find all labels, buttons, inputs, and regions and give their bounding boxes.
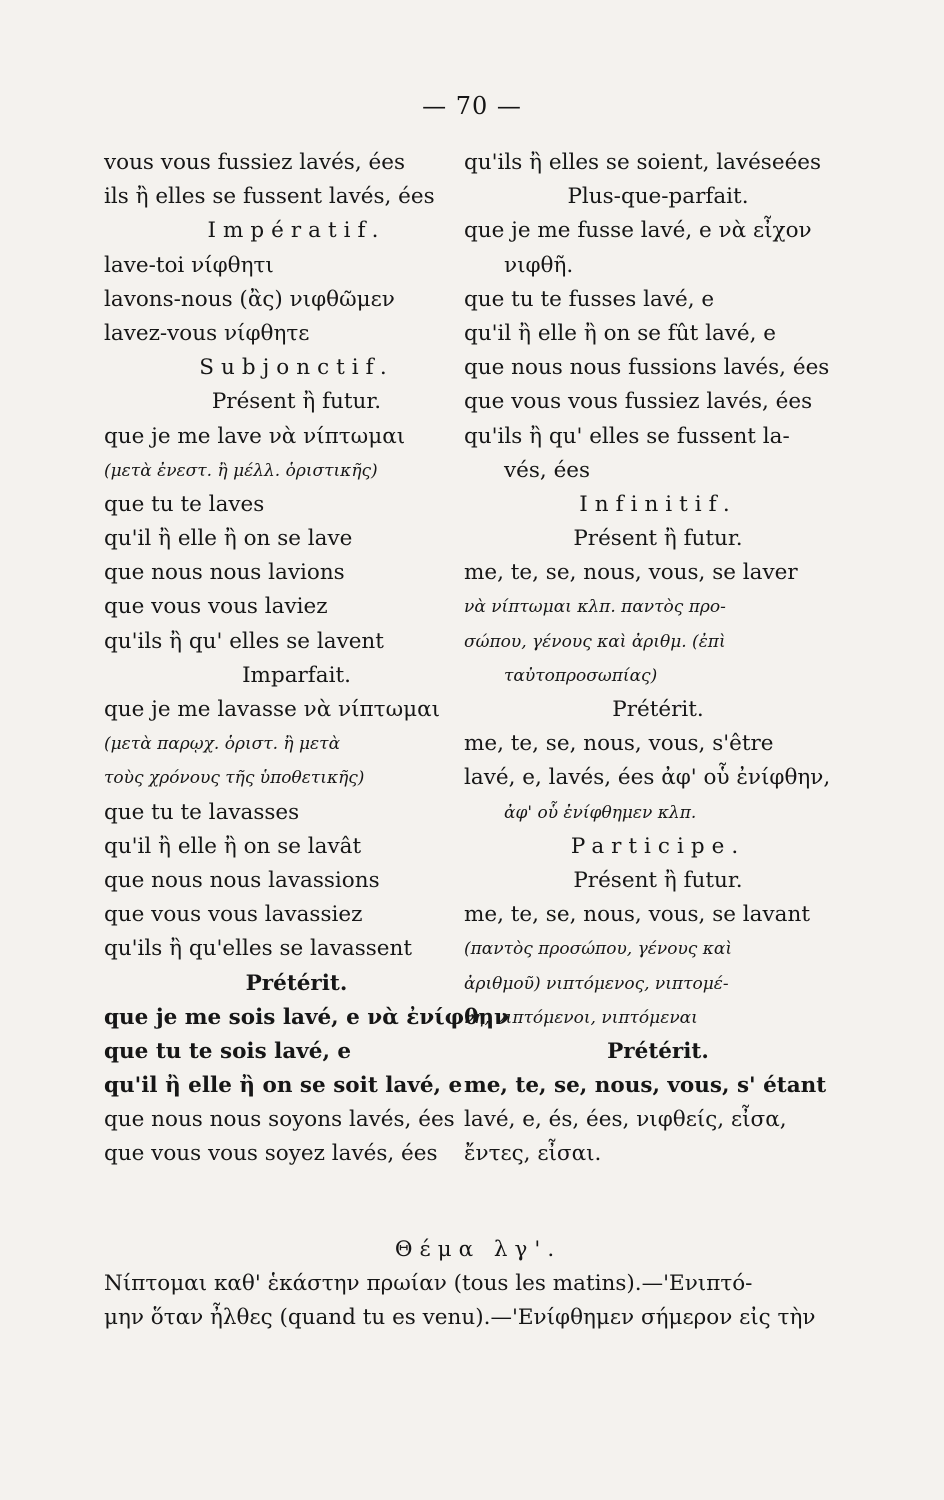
right-column-line: Plus-que-parfait. (567, 184, 749, 210)
right-column-line: vés, ées (504, 457, 591, 483)
left-column-line: que vous vous soyez lavés, ées (104, 1141, 438, 1167)
right-column-line: ἔντες, εἶσαι. (464, 1141, 602, 1167)
theme-heading: Θέμα λγ'. (394, 1237, 562, 1262)
left-column-line: lavez-vous νίφθητε (104, 320, 310, 346)
right-column-line: que je me fusse lavé, e νὰ εἶχον (464, 218, 812, 244)
left-column-line: qu'il ἢ elle ἢ on se lavât (104, 833, 362, 859)
right-column-line: ἀριθμοῦ) νιπτόμενος, νιπτομέ- (464, 973, 729, 994)
left-column-line: Imparfait. (242, 662, 351, 688)
right-column-line: Prétérit. (607, 1038, 709, 1064)
left-column-line: que nous nous soyons lavés, ées (104, 1107, 455, 1133)
left-column-line: qu'ils ἢ qu' elles se lavent (104, 628, 384, 654)
right-column-line: qu'ils ἢ qu' elles se fussent la- (464, 423, 790, 449)
right-column-line: que nous nous fussions lavés, ées (464, 355, 830, 381)
exercise-line-2: μην ὅταν ἦλθες (quand tu es venu).—'Ενίφθημεν σήμερον εἰς τὴν (104, 1305, 816, 1331)
right-column-line: Participe. (570, 833, 746, 859)
right-column-line: νὰ νίπτωμαι κλπ. παντὸς προ- (464, 597, 726, 618)
left-column-line: Présent ἢ futur. (211, 389, 382, 415)
exercise-line-1: Νίπτομαι καθ' ἑκάστην πρωίαν (tous les matins).—'Ενιπτό- (104, 1271, 753, 1297)
right-column-line: νιφθῆ. (504, 252, 574, 278)
right-column-line: que vous vous fussiez lavés, ées (464, 389, 813, 415)
right-column-line: qu'il ἢ elle ἢ on se fût lavé, e (464, 320, 777, 346)
exercise-section (104, 1233, 852, 1336)
right-column-line: me, te, se, nous, vous, s'être (464, 731, 774, 757)
right-column-line: νη, νιπτόμενοι, νιπτόμεναι (464, 1007, 698, 1028)
right-column-line: me, te, se, nous, vous, se laver (464, 560, 798, 586)
left-column-line: lavons-nous (ἂς) νιφθῶμεν (104, 286, 395, 312)
left-column-line: Subjonctif. (199, 355, 394, 381)
left-column-line: (μετὰ παρῳχ. ὁριστ. ἢ μετὰ (104, 734, 341, 755)
right-column-line: Infinitif. (579, 491, 737, 517)
right-column-line: Présent ἢ futur. (573, 526, 743, 552)
right-column-line: lavé, e, és, ées, νιφθείς, εἶσα, (464, 1107, 787, 1133)
left-column-line: vous vous fussiez lavés, ées (104, 150, 405, 175)
left-column-line: que je me lave νὰ νίπτωμαι (104, 423, 406, 449)
right-column-line: me, te, se, nous, vous, s' étant (464, 1073, 827, 1099)
right-column-line: σώπου, γένους καὶ ἀριθμ. (ἐπὶ (464, 631, 726, 652)
left-column-line: que nous nous lavions (104, 560, 345, 586)
left-column-line: (μετὰ ἐνεστ. ἢ μέλλ. ὁριστικῆς) (104, 460, 378, 481)
left-column-line: que tu te lavasses (104, 799, 300, 825)
right-column-line: ταὐτοπροσωπίας) (504, 665, 658, 686)
left-column-line: que je me lavasse νὰ νίπτωμαι (104, 697, 441, 722)
left-column-line: que vous vous laviez (104, 594, 328, 620)
left-column-line: que je me sois lavé, e νὰ ἐνίφθην (104, 1004, 509, 1030)
left-column-line: lave-toi νίφθητι (104, 252, 274, 278)
left-column-line: ils ἢ elles se fussent lavés, ées (104, 184, 435, 210)
left-column-line: que tu te laves (104, 491, 265, 517)
right-column (464, 146, 852, 1172)
right-column-line: qu'ils ἢ elles se soient, lavéseées (464, 150, 822, 175)
left-column-line: que nous nous lavassions (104, 867, 380, 893)
left-column (104, 146, 509, 1172)
right-column-line: (παντὸς προσώπου, γένους καὶ (464, 939, 733, 960)
left-column-line: qu'il ἢ elle ἢ on se soit lavé, e (104, 1073, 463, 1099)
right-column-line: ἀφ' οὗ ἐνίφθημεν κλπ. (504, 802, 697, 823)
left-column-line: qu'ils ἢ qu'elles se lavassent (104, 936, 412, 962)
left-column-line: Impératif. (207, 218, 386, 244)
right-column-line: me, te, se, nous, vous, se lavant (464, 902, 810, 928)
left-column-line: que vous vous lavassiez (104, 902, 363, 928)
right-column-line: lavé, e, lavés, ées ἀφ' οὗ ἐνίφθην, (464, 765, 831, 791)
left-column-line: Prétérit. (245, 970, 348, 996)
right-column-line: que tu te fusses lavé, e (464, 286, 715, 312)
left-column-line: qu'il ἢ elle ἢ on se lave (104, 526, 353, 552)
right-column-line: Prétérit. (612, 697, 704, 722)
page-number: — 70 — (422, 92, 522, 120)
left-column-line: que tu te sois lavé, e (104, 1038, 352, 1064)
right-column-line: Présent ἢ futur. (573, 867, 743, 893)
left-column-line: τοὺς χρόνους τῆς ὑποθετικῆς) (104, 768, 365, 789)
